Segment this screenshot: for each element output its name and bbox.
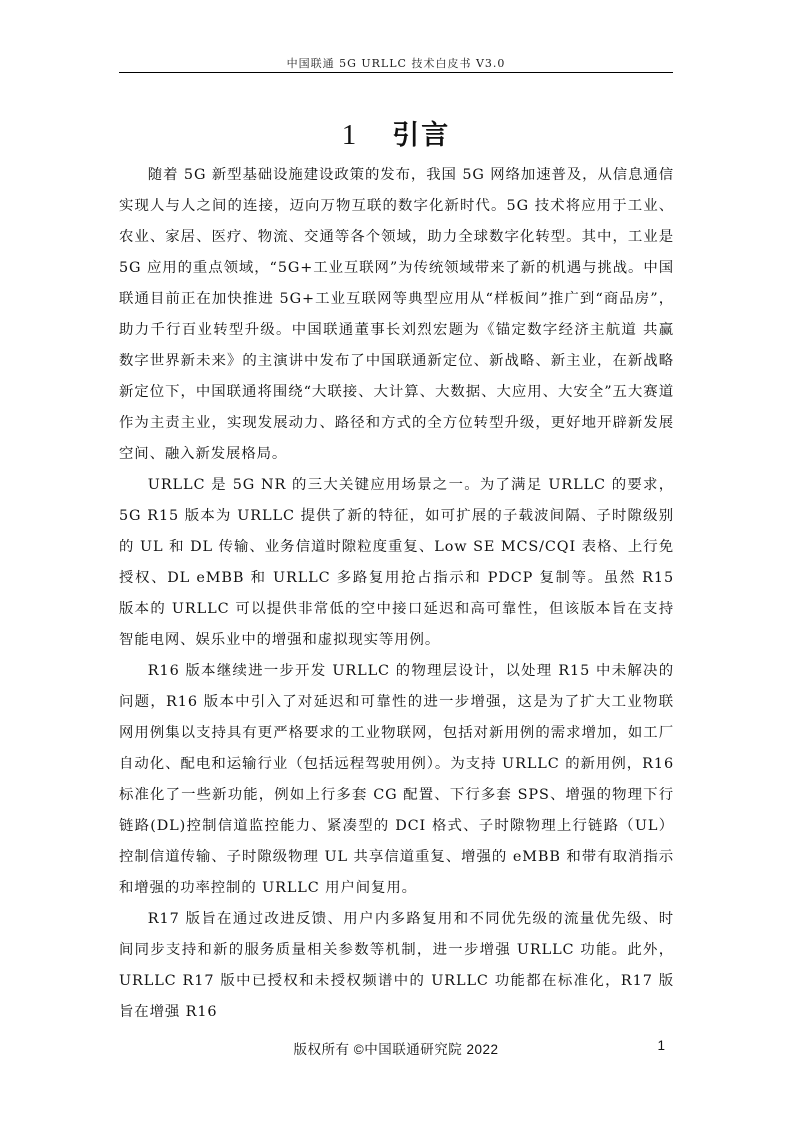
- body-text: [119, 160, 674, 1028]
- paragraph-r17: R17 版旨在通过改进反馈、用户内多路复用和不同优先级的流量优先级、时间同步支持和新的服务质量相关参数等机制，进一步增强 URLLC 功能。此外，URLLC R17 版中已授权和未授权频谱中的 URLLC 功能都在标准化，R17 版旨在增强 R16: [119, 911, 674, 1020]
- running-header: 中国联通 5G URLLC 技术白皮书 V3.0: [286, 57, 506, 70]
- header-divider: [119, 72, 673, 73]
- page-number: 1: [657, 1038, 665, 1053]
- chapter-heading: [119, 113, 673, 152]
- page-footer: [119, 1038, 673, 1060]
- copyright-notice: 版权所有 ©中国联通研究院 2022: [293, 1042, 499, 1057]
- paragraph-r15: URLLC 是 5G NR 的三大关键应用场景之一。为了满足 URLLC 的要求，5G R15 版本为 URLLC 提供了新的特征，如可扩展的子载波间隔、子时隙级别的 UL 和 DL 传输、业务信道时隙粒度重复、Low SE MCS/CQI 表格、上行免授权、DL eMBB 和 URLLC 多路复用抢占指示和 PDCP 复制等。虽然 R15 版本的 URLLC 可以提供非常低的空中接口延迟和高可靠性，但该版本旨在支持智能电网、娱乐业中的增强和虚拟现实等用例。: [119, 477, 674, 648]
- paragraph-intro: 随着 5G 新型基础设施建设政策的发布，我国 5G 网络加速普及，从信息通信实现人与人之间的连接，迈向万物互联的数字化新时代。5G 技术将应用于工业、农业、家居、医疗、物流、交通等各个领域，助力全球数字化转型。其中，工业是 5G 应用的重点领域，“5G+工业互联网”为传统领域带来了新的机遇与挑战。中国联通目前正在加快推进 5G+工业互联网等典型应用从“样板间”推广到“商品房”，助力千行百业转型升级。中国联通董事长刘烈宏题为《锚定数字经济主航道 共赢数字世界新未来》的主演讲中发布了中国联通新定位、新战略、新主业，在新战略新定位下，中国联通将围绕“大联接、大计算、大数据、大应用、大安全”五大赛道作为主责主业，实现发展动力、路径和方式的全方位转型升级，更好地开辟新发展空间、融入新发展格局。: [119, 167, 674, 462]
- paragraph-r16: R16 版本继续进一步开发 URLLC 的物理层设计，以处理 R15 中未解决的问题，R16 版本中引入了对延迟和可靠性的进一步增强，这是为了扩大工业物联网用例集以支持具有更严格要求的工业物联网，包括对新用例的需求增加，如工厂自动化、配电和运输行业（包括远程驾驶用例）。为支持 URLLC 的新用例，R16 标准化了一些新功能，例如上行多套 CG 配置、下行多套 SPS、增强的物理下行链路(DL)控制信道监控能力、紧凑型的 DCI 格式、子时隙物理上行链路（UL）控制信道传输、子时隙级物理 UL 共享信道重复、增强的 eMBB 和带有取消指示和增强的功率控制的 URLLC 用户间复用。: [119, 663, 674, 896]
- chapter-number: 1: [341, 119, 359, 151]
- chapter-title-text: 引言: [392, 120, 451, 151]
